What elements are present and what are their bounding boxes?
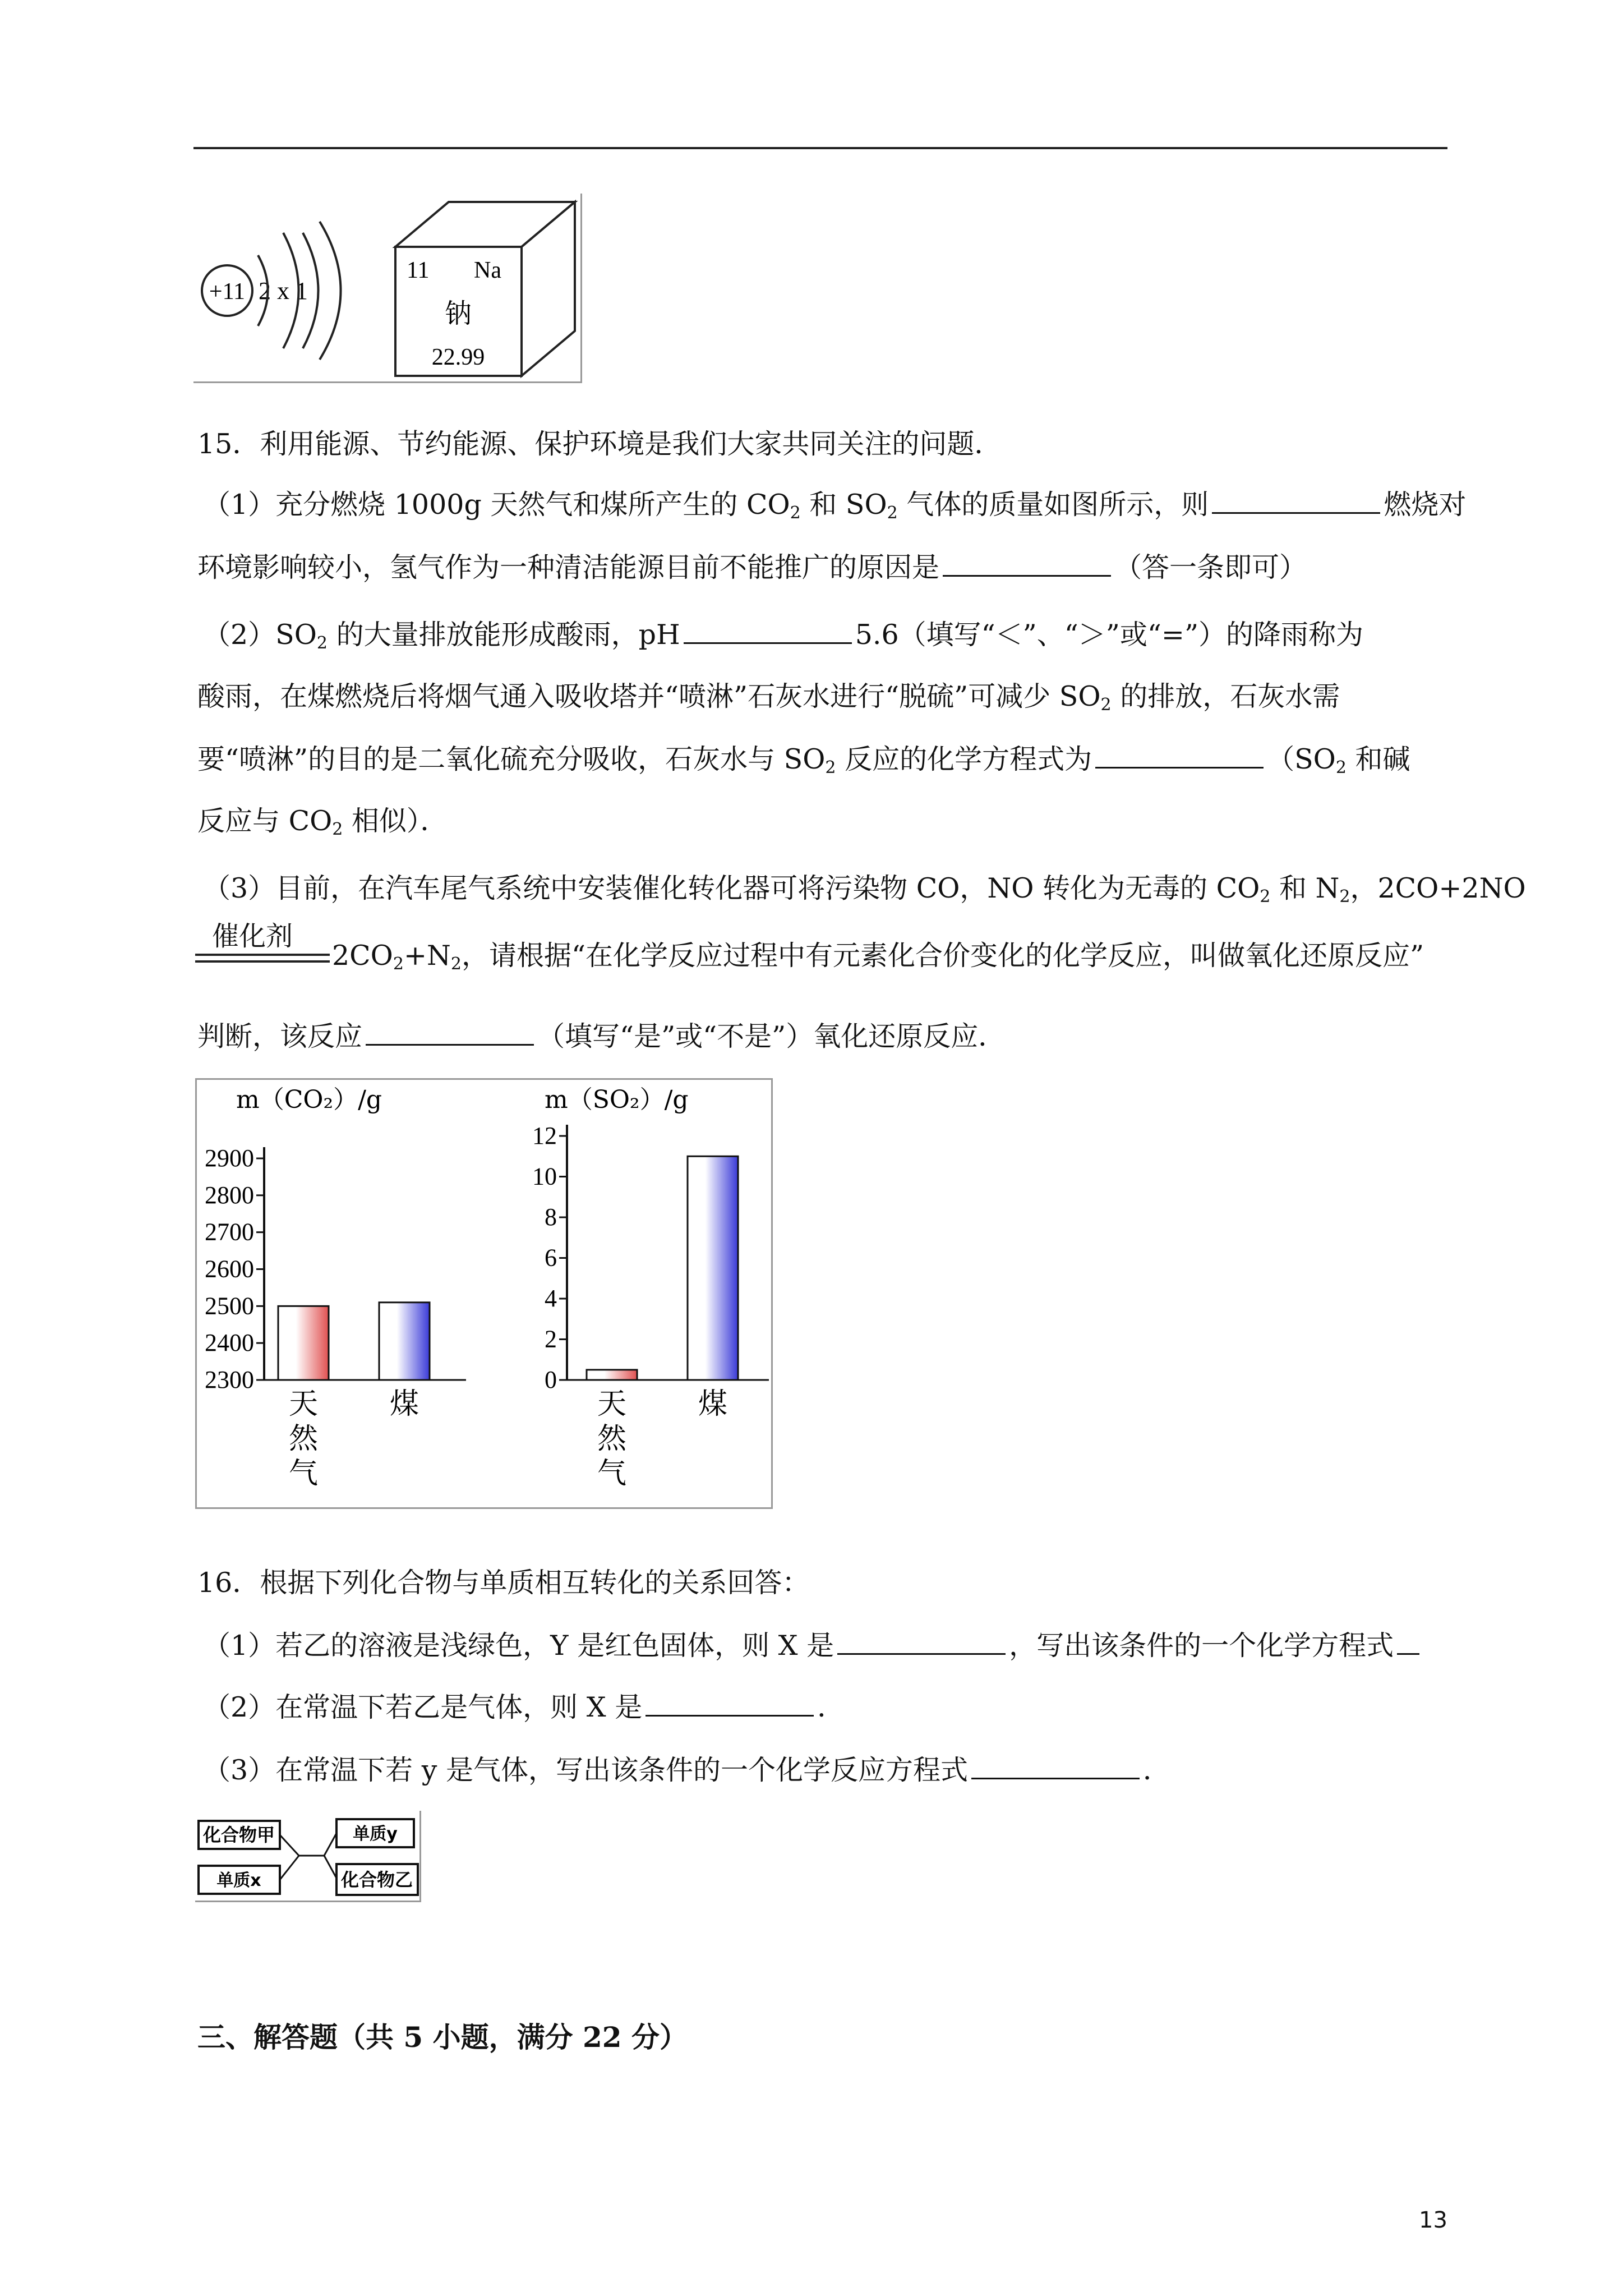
atomic-mass: 22.99 [431, 344, 485, 370]
q16-line3: （3）在常温下若 y 是气体，写出该条件的一个化学反应方程式 ． [203, 1754, 1171, 1786]
box-compound-yi-label: 化合物乙 [340, 1869, 413, 1890]
bar-natural-gas [278, 1306, 329, 1380]
equals-line-top [195, 954, 330, 956]
merge-lines [280, 1835, 299, 1880]
q16-line2: （2）在常温下若乙是气体，则 X 是 ． [203, 1691, 845, 1723]
atomic-number: 11 [407, 257, 430, 283]
q15-p3-line2: $2CO_2+N_2$，请根据“在化学反应过程中有元素化合价变化的化学反应，叫做氧化还原反应” [332, 940, 1424, 974]
answer-blank[interactable] [837, 1628, 1006, 1655]
answer-blank[interactable] [971, 1753, 1140, 1779]
bar-natural-gas [587, 1370, 637, 1380]
q16-intro: 16．根据下列化合物与单质相互转化的关系回答： [197, 1567, 810, 1599]
category-label: 然 [597, 1422, 627, 1456]
answer-blank[interactable] [1095, 742, 1264, 769]
q15-p3-line3: 判断，该反应 （填写“是”或“不是”）氧化还原反应． [197, 1020, 1006, 1052]
answer-blank[interactable] [366, 1019, 534, 1046]
category-label: 气 [597, 1457, 627, 1490]
element-symbol: Na [474, 257, 501, 283]
element-name: 钠 [444, 298, 472, 329]
q15-p3-line1: （3）目前，在汽车尾气系统中安装催化转化器可将污染物 CO，NO 转化为无毒的 $CO_2$ 和 $N_2$，2CO+2NO [203, 872, 1526, 907]
y-tick-label: 6 [545, 1244, 557, 1272]
bar-coal [379, 1303, 430, 1380]
shell-arc-4 [320, 222, 341, 360]
co2-so2-bar-charts [195, 1078, 773, 1509]
y-tick-label: 2 [545, 1325, 557, 1353]
q15-p2-line4: 反应与 $CO_2$ 相似）． [197, 805, 448, 839]
box-element-y-label: 单质y [353, 1824, 398, 1844]
y-tick-label: 0 [545, 1366, 557, 1393]
chart-ylabel: m（SO₂）/g [545, 1085, 689, 1114]
y-tick-label: 2800 [205, 1181, 254, 1209]
category-label: 天 [597, 1387, 627, 1421]
q15-p2-line3: 要“喷淋”的目的是二氧化硫充分吸收，石灰水与 $SO_2$ 反应的化学方程式为 （$SO_2$ 和碱 [197, 743, 1410, 777]
category-label: 煤 [389, 1387, 419, 1421]
y-tick-label: 12 [532, 1122, 557, 1149]
catalyst-label: 催化剂 [212, 921, 293, 952]
chart-ylabel: m（CO₂）/g [236, 1085, 382, 1114]
sodium-atom-figure [193, 194, 582, 383]
category-label: 然 [288, 1422, 319, 1456]
atom-diagram [193, 194, 580, 381]
answer-blank[interactable] [684, 618, 852, 644]
y-tick-label: 10 [532, 1162, 557, 1190]
category-label: 煤 [698, 1387, 728, 1421]
y-tick-label: 2500 [205, 1292, 254, 1320]
q15-p2-line1: $(2)SO_2$ 的大量排放能形成酸雨，pH 5.6（填写“＜”、“＞”或“=”）的降雨称为 [203, 619, 1363, 653]
y-tick-label: 2700 [205, 1218, 254, 1246]
page-number: 13 [1419, 2207, 1447, 2233]
y-tick-label: 2900 [205, 1144, 254, 1172]
section-heading: 三、解答题（共 5 小题，满分 22 分） [197, 2021, 688, 2054]
equals-line-bottom [195, 960, 330, 963]
conversion-svg [195, 1811, 419, 1901]
q16-line1: （1）若乙的溶液是浅绿色，Y 是红色固体，则 X 是 ，写出该条件的一个化学方程式 [203, 1628, 1423, 1664]
category-label: 气 [288, 1457, 319, 1490]
q15-p1-line2: 环境影响较小，氢气作为一种清洁能源目前不能推广的原因是 （答一条即可） [197, 551, 1307, 583]
charts-svg [197, 1080, 771, 1507]
box-element-x-label: 单质x [216, 1871, 261, 1890]
y-tick-label: 2300 [205, 1366, 254, 1393]
q15-intro: 15．利用能源、节约能源、保护环境是我们大家共同关注的问题． [197, 428, 1002, 460]
y-tick-label: 4 [545, 1285, 557, 1312]
category-label: 天 [288, 1387, 319, 1421]
y-tick-label: 8 [545, 1203, 557, 1231]
y-tick-label: 2400 [205, 1329, 254, 1357]
answer-blank[interactable] [1397, 1628, 1419, 1655]
box-compound-jia-label: 化合物甲 [202, 1824, 275, 1846]
answer-blank[interactable] [645, 1690, 814, 1717]
split-lines [324, 1833, 336, 1878]
answer-blank[interactable] [943, 550, 1111, 577]
conversion-diagram [195, 1811, 421, 1902]
q15-p2-line2: 酸雨，在煤燃烧后将烟气通入吸收塔并“喷淋”石灰水进行“脱硫”可减少 $SO_2$ 的排放，石灰水需 [197, 680, 1340, 715]
catalyst-arrow [195, 914, 330, 970]
shell-electrons: 2 x 1 [259, 277, 308, 305]
y-tick-label: 2600 [205, 1255, 254, 1283]
bar-coal [688, 1156, 738, 1380]
header-rule [193, 147, 1447, 149]
nucleus-charge: +11 [209, 279, 246, 305]
q15-p1-line1: （1）充分燃烧 1000g 天然气和煤所产生的 $CO_2$ 和 $SO_2$ 气体的质量如图所示，则 燃烧对 [203, 489, 1467, 523]
answer-blank[interactable] [1212, 487, 1380, 514]
